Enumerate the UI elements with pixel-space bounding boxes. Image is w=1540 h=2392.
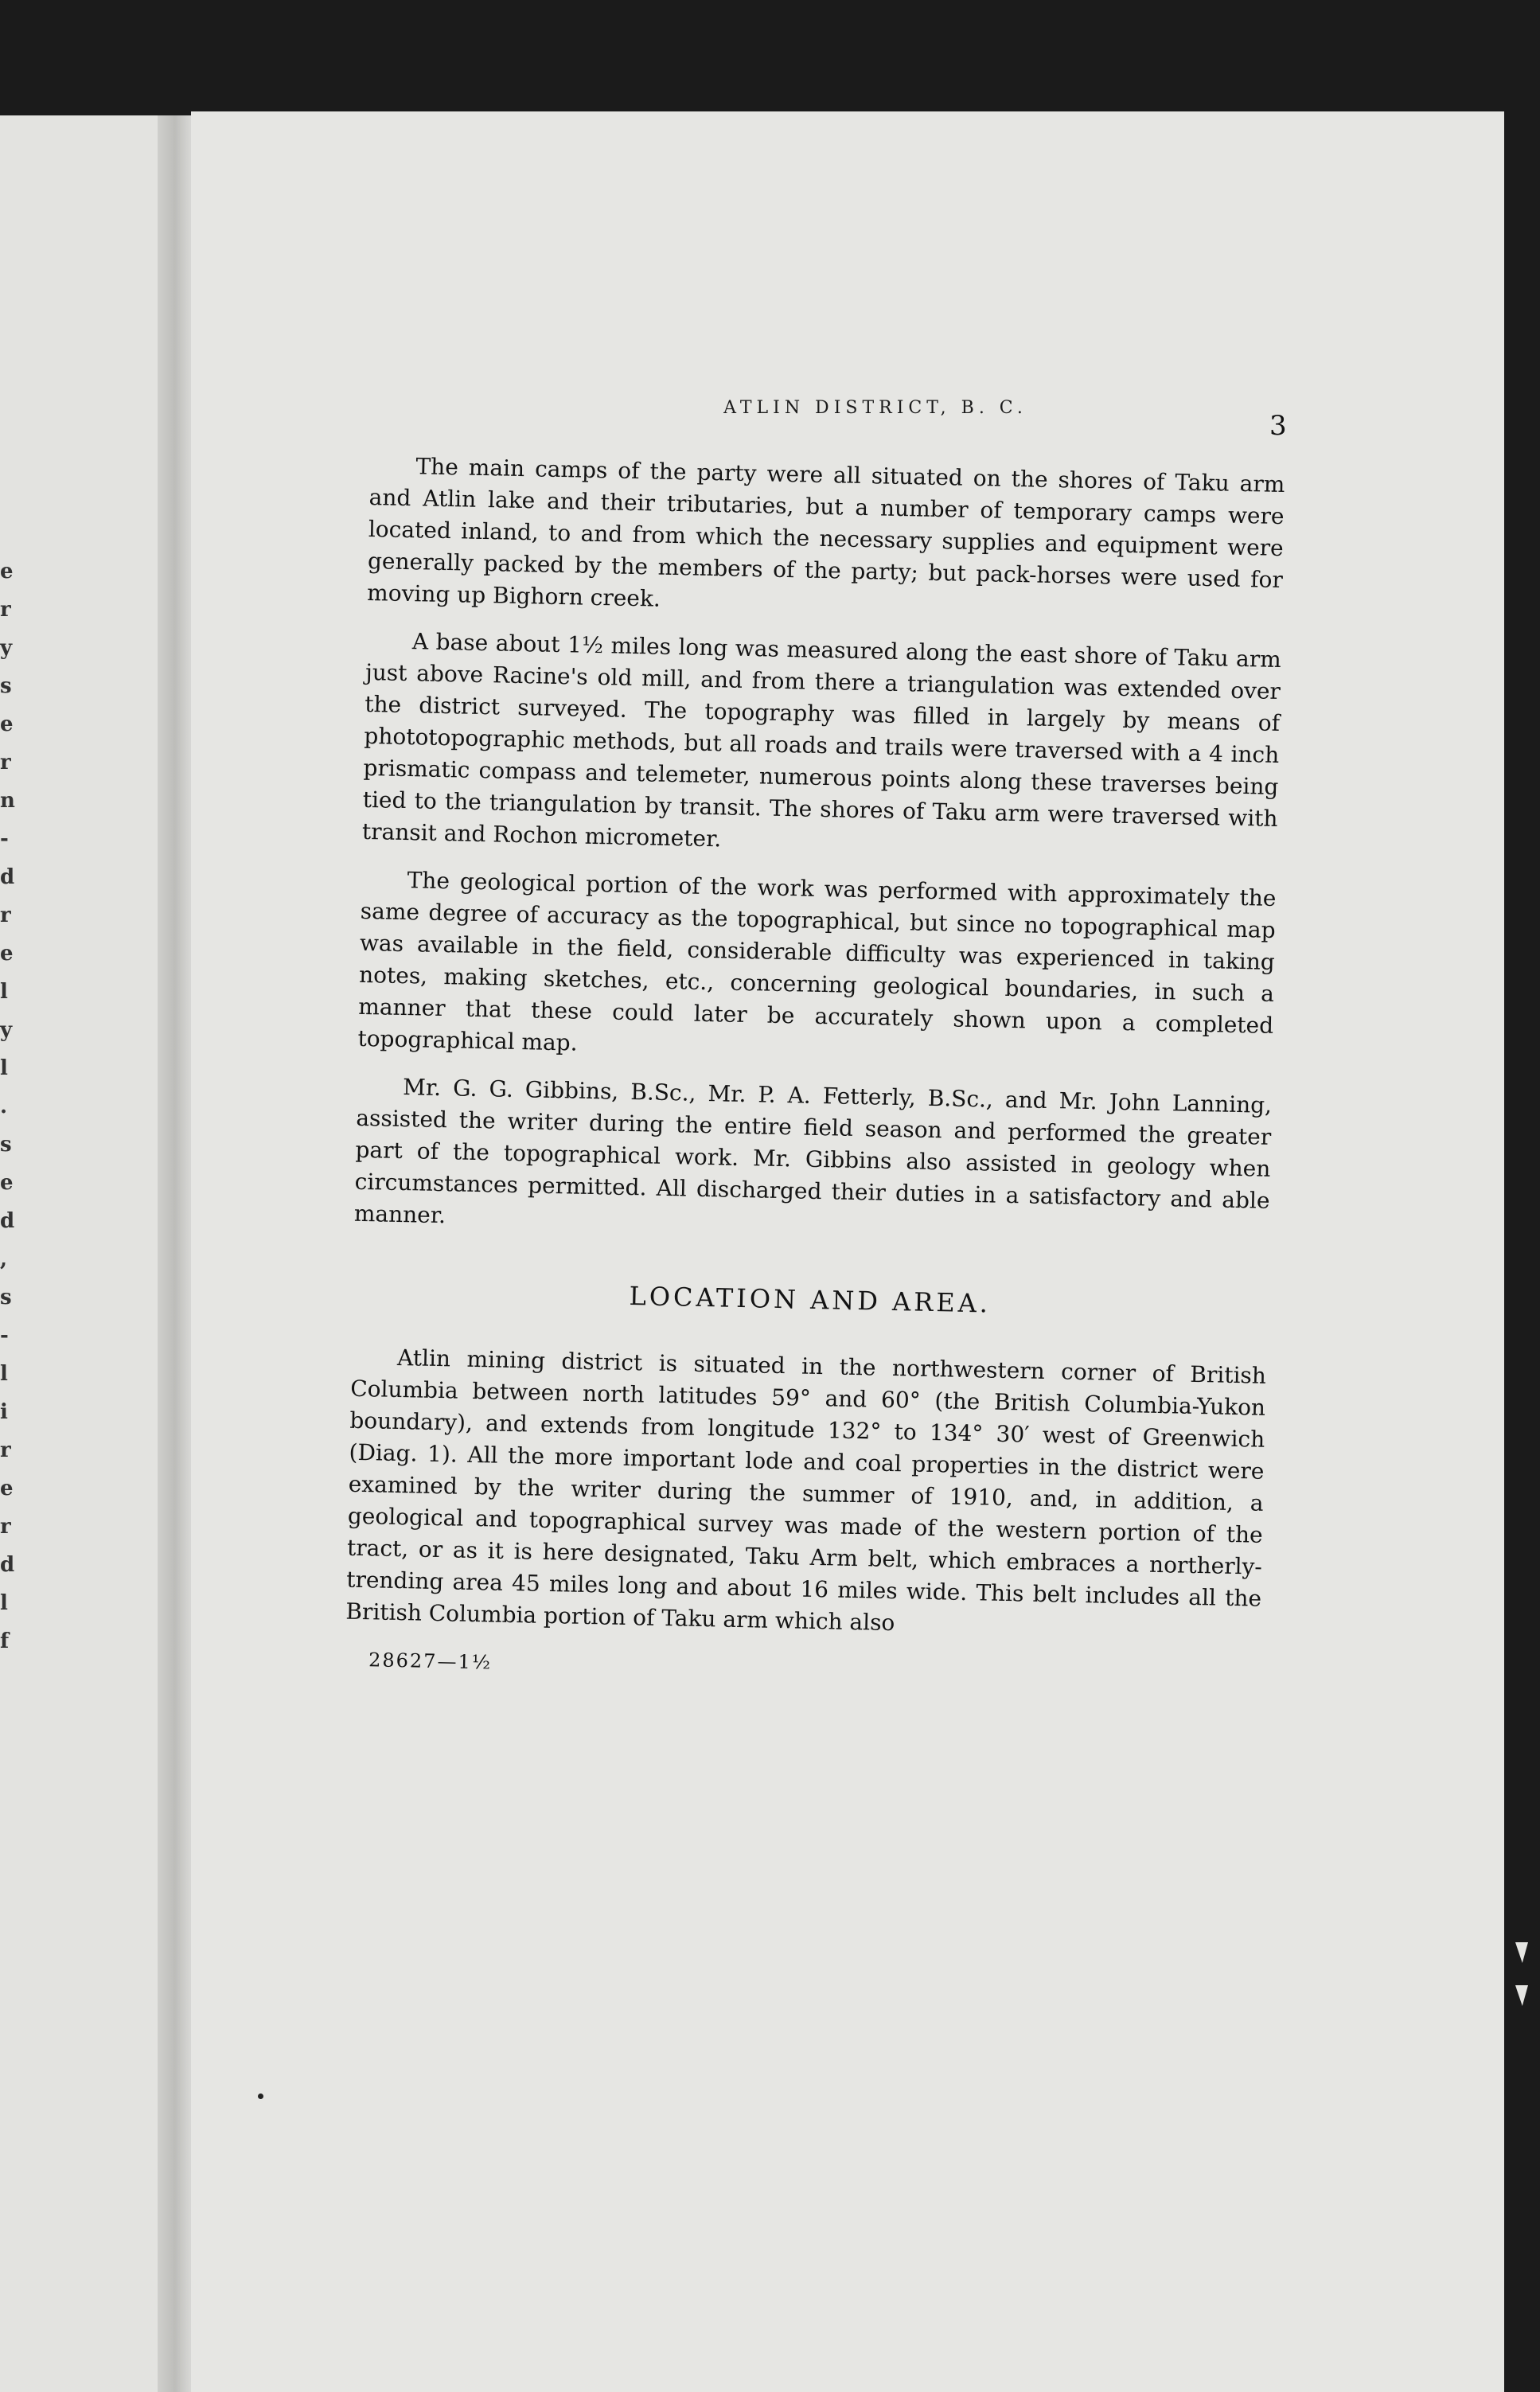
margin-fragment: n [0,789,15,813]
margin-fragment: e [0,560,14,583]
scan-speck [258,2093,263,2099]
margin-fragment: y [0,1018,13,1042]
margin-fragment: y [0,636,13,660]
margin-fragment: e [0,712,14,736]
margin-fragment: l [0,980,8,1004]
margin-fragment: e [0,1171,14,1195]
margin-fragment: l [0,1362,8,1386]
page-number: 3 [1269,410,1287,442]
margin-fragment: l [0,1591,8,1615]
clip-mark [1515,1985,1528,2006]
left-page [0,115,163,2392]
margin-fragment: s [0,674,12,698]
margin-fragment: e [0,1477,14,1500]
printer-signature: 28627—1½ [368,1649,493,1674]
paragraph-camps: The main camps of the party were all situated on the shores of Taku arm and Atlin lake and their tributaries, but a number of temporary camps were located inland, to and from which the necessary supplies and equipment were generally packed by the members of the party; but pack-horses were used for moving up Bighorn creek. [366,453,1285,612]
margin-fragment: l [0,1056,8,1080]
margin-fragment: s [0,1133,12,1157]
margin-fragment: - [0,1324,9,1348]
margin-fragment: r [0,1515,11,1539]
margin-fragment: r [0,751,11,775]
clip-mark [1515,1942,1528,1963]
margin-fragment: e [0,942,14,966]
margin-fragment: r [0,598,11,622]
margin-fragment: d [0,1553,15,1577]
paragraph-triangulation: A base about 1½ miles long was measured along the east shore of Taku arm just above Racine's old mill, and from there a triangulation was extended over the district surveyed. The topography was filled in largely by means of phototopographic methods, but all roads and trails were traversed with a 4 inch prismatic compass and telemeter, numerous points along these traverses being tied to the triangulation by transit. The shores of Taku arm were traversed with transit and Rochon micrometer. [361,628,1282,853]
paragraph-geological-work: The geological portion of the work was performed with approximately the same degree of accuracy as the topographical, but since no topographical map was available in the field, considerable difficulty was experienced in taking notes, making sketches, etc., concerning geological boundaries, in such a manner that these could later be accurately shown upon a completed topographical map. [357,867,1277,1056]
margin-fragment: d [0,1209,15,1233]
margin-fragment: f [0,1629,10,1653]
margin-fragment: r [0,903,11,927]
section-heading: LOCATION AND AREA. [629,1281,992,1319]
margin-fragment: i [0,1400,8,1424]
paragraph-location: Atlin mining district is situated in the northwestern corner of British Columbia between north latitudes 59° and 60° (the British Columbia-Yukon boundary), and extends from longitude 132° to 134° 30′ west of Greenwich (Diag. 1). All the more important lode and coal properties in the district were examined by the writer during the summer of 1910, and, in addition, a geological and topographical survey was made of the western portion of the tract, or as it is here designated, Taku Arm belt, which embraces a northerly-trending area 45 miles long and about 16 miles wide. This belt includes all the British Columbia portion of Taku arm which also [345,1344,1267,1637]
margin-fragment: r [0,1438,11,1462]
margin-fragment: s [0,1286,12,1309]
page-body [345,450,1285,1695]
running-head: ATLIN DISTRICT, B. C. [723,398,1027,418]
margin-fragment: d [0,865,15,889]
margin-fragment: - [0,827,9,851]
left-page-margin-fragments [0,561,24,1669]
margin-fragment: , [0,1247,8,1271]
paragraph-assistants: Mr. G. G. Gibbins, B.Sc., Mr. P. A. Fetterly, B.Sc., and Mr. John Lanning, assisted the writer during the entire field season and performed the greater part of the topographical work. Mr. Gibbins also assisted in geology when circumstances permitted. All discharged their duties in a satisfactory and able manner. [353,1074,1273,1229]
margin-fragment: . [0,1095,8,1118]
right-edge-clips [1504,1942,1540,2022]
